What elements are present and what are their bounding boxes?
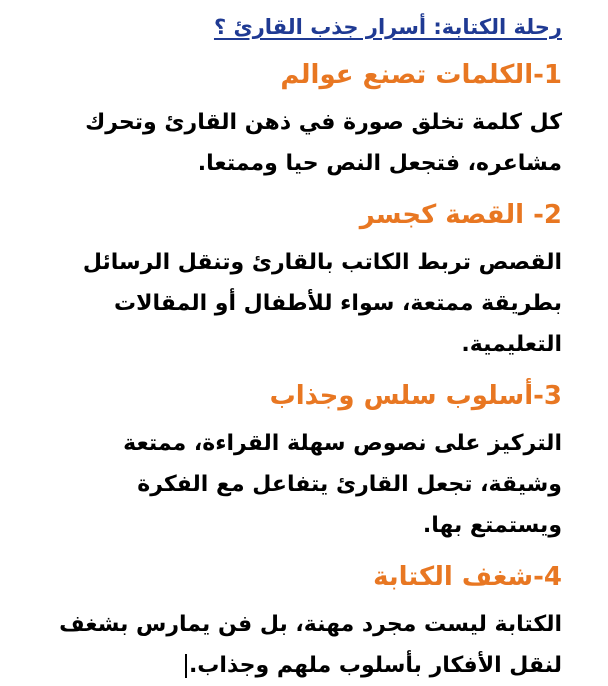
section-4-heading: 4-شغف الكتابة (373, 562, 562, 592)
section-4-body: الكتابة ليست مجرد مهنة، بل فن يمارس بشغف لنقل الأفكار بأسلوب ملهم وجذاب. (59, 612, 562, 678)
section-3-heading: 3-أسلوب سلس وجذاب (269, 381, 562, 411)
section-2-body: القصص تربط الكاتب بالقارئ وتنقل الرسائل بطريقة ممتعة، سواء للأطفال أو المقالات التعليمية. (82, 250, 562, 357)
text-cursor (185, 654, 187, 678)
section-2-heading: 2- القصة كجسر (359, 200, 562, 230)
section-1-body: كل كلمة تخلق صورة في ذهن القارئ وتحرك مشاعره، فتجعل النص حيا وممتعا. (85, 110, 562, 176)
section-3-body: التركيز على نصوص سهلة القراءة، ممتعة وشيقة، تجعل القارئ يتفاعل مع الفكرة ويستمتع بها. (123, 431, 562, 538)
section-1-heading: 1-الكلمات تصنع عوالم (280, 60, 562, 90)
section-4-body-wrapper[interactable] (38, 604, 562, 686)
document-title: رحلة الكتابة: أسرار جذب القارئ ؟ (213, 15, 562, 39)
